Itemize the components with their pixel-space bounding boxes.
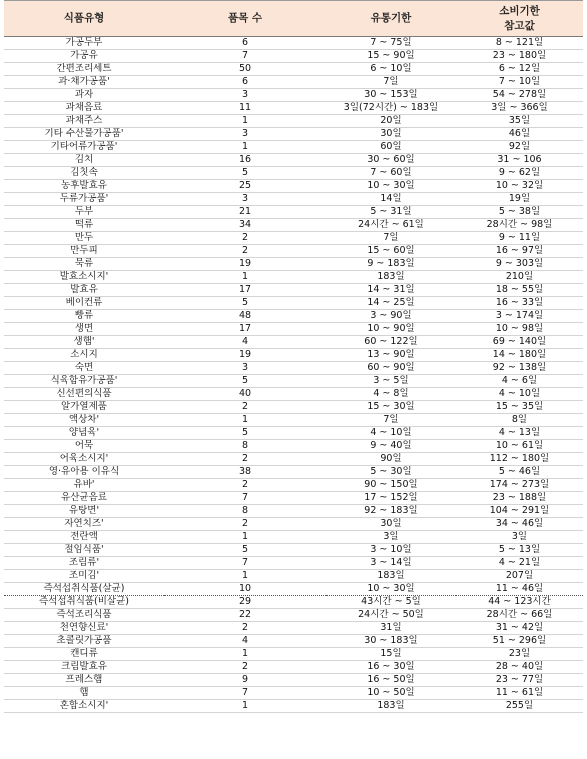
cell-consumption-reference: 9 ~ 11일: [456, 232, 583, 245]
cell-food-type: 만두피: [4, 245, 164, 258]
table-row: [4, 167, 583, 180]
cell-item-count: 2: [164, 479, 326, 492]
cell-expiry-date: 4 ~ 8일: [326, 388, 456, 401]
cell-expiry-date: 90 ~ 150일: [326, 479, 456, 492]
cell-item-count: 10: [164, 583, 326, 596]
cell-consumption-reference: 174 ~ 273일: [456, 479, 583, 492]
cell-item-count: 2: [164, 232, 326, 245]
cell-expiry-date: 24시간 ~ 61일: [326, 219, 456, 232]
cell-expiry-date: 15 ~ 90일: [326, 50, 456, 63]
table-row: [4, 518, 583, 531]
cell-food-type: 절임식품': [4, 544, 164, 557]
table-row: [4, 310, 583, 323]
cell-consumption-reference: 23 ~ 188일: [456, 492, 583, 505]
cell-item-count: 1: [164, 115, 326, 128]
table-row: [4, 362, 583, 375]
cell-consumption-reference: 3일 ~ 366일: [456, 102, 583, 115]
table-row: [4, 336, 583, 349]
cell-expiry-date: 14 ~ 31일: [326, 284, 456, 297]
cell-consumption-reference: 6 ~ 12일: [456, 63, 583, 76]
table-row: [4, 596, 583, 609]
cell-food-type: 알가열제품: [4, 401, 164, 414]
cell-expiry-date: 9 ~ 40일: [326, 440, 456, 453]
cell-item-count: 4: [164, 635, 326, 648]
cell-item-count: 1: [164, 700, 326, 713]
cell-item-count: 6: [164, 76, 326, 89]
cell-food-type: 양념육': [4, 427, 164, 440]
table-row: [4, 648, 583, 661]
table-row: [4, 258, 583, 271]
table-row: [4, 635, 583, 648]
cell-expiry-date: 10 ~ 90일: [326, 323, 456, 336]
cell-food-type: 농후발효유: [4, 180, 164, 193]
cell-food-type: 가공유: [4, 50, 164, 63]
table-row: [4, 232, 583, 245]
cell-food-type: 유탕면': [4, 505, 164, 518]
cell-food-type: 빵류: [4, 310, 164, 323]
table-row: [4, 492, 583, 505]
cell-expiry-date: 15 ~ 30일: [326, 401, 456, 414]
cell-item-count: 8: [164, 440, 326, 453]
cell-expiry-date: 4 ~ 10일: [326, 427, 456, 440]
table-row: [4, 531, 583, 544]
cell-food-type: 초콜릿가공품: [4, 635, 164, 648]
table-row: [4, 206, 583, 219]
header-food-type: 식품유형: [4, 1, 164, 37]
cell-item-count: 22: [164, 609, 326, 622]
table-row: [4, 245, 583, 258]
cell-food-type: 발효소시지': [4, 271, 164, 284]
cell-food-type: 떡류: [4, 219, 164, 232]
cell-expiry-date: 183일: [326, 570, 456, 583]
table-row: [4, 453, 583, 466]
cell-food-type: 혼합소시지': [4, 700, 164, 713]
cell-expiry-date: 3 ~ 14일: [326, 557, 456, 570]
cell-item-count: 6: [164, 37, 326, 50]
cell-item-count: 2: [164, 661, 326, 674]
cell-item-count: 5: [164, 427, 326, 440]
cell-food-type: 유바': [4, 479, 164, 492]
cell-consumption-reference: 5 ~ 13일: [456, 544, 583, 557]
cell-expiry-date: 90일: [326, 453, 456, 466]
cell-food-type: 김칫속: [4, 167, 164, 180]
table-row: [4, 661, 583, 674]
cell-consumption-reference: 16 ~ 33일: [456, 297, 583, 310]
cell-item-count: 16: [164, 154, 326, 167]
cell-food-type: 묵류: [4, 258, 164, 271]
cell-consumption-reference: 3일: [456, 531, 583, 544]
cell-expiry-date: 5 ~ 31일: [326, 206, 456, 219]
cell-item-count: 2: [164, 518, 326, 531]
cell-food-type: 과·채가공품': [4, 76, 164, 89]
cell-consumption-reference: 19일: [456, 193, 583, 206]
cell-food-type: 자연치즈': [4, 518, 164, 531]
cell-food-type: 숙면: [4, 362, 164, 375]
cell-expiry-date: 30 ~ 183일: [326, 635, 456, 648]
table-row: [4, 440, 583, 453]
cell-consumption-reference: 23일: [456, 648, 583, 661]
cell-item-count: 7: [164, 50, 326, 63]
cell-consumption-reference: 4 ~ 13일: [456, 427, 583, 440]
cell-expiry-date: 3 ~ 5일: [326, 375, 456, 388]
cell-expiry-date: 14일: [326, 193, 456, 206]
cell-item-count: 1: [164, 414, 326, 427]
cell-item-count: 3: [164, 128, 326, 141]
cell-expiry-date: 30 ~ 60일: [326, 154, 456, 167]
cell-consumption-reference: 44 ~ 123시간: [456, 596, 583, 609]
cell-consumption-reference: 46일: [456, 128, 583, 141]
table-row: [4, 674, 583, 687]
header-consumption-reference: [456, 1, 583, 37]
cell-expiry-date: 16 ~ 50일: [326, 674, 456, 687]
table-row: [4, 557, 583, 570]
cell-item-count: 7: [164, 492, 326, 505]
cell-expiry-date: 7일: [326, 414, 456, 427]
cell-food-type: 천연향신료': [4, 622, 164, 635]
cell-item-count: 1: [164, 271, 326, 284]
cell-consumption-reference: 3 ~ 174일: [456, 310, 583, 323]
cell-food-type: 식육함유가공품': [4, 375, 164, 388]
cell-expiry-date: 30 ~ 153일: [326, 89, 456, 102]
cell-consumption-reference: 255일: [456, 700, 583, 713]
cell-expiry-date: 15 ~ 60일: [326, 245, 456, 258]
cell-consumption-reference: 28 ~ 40일: [456, 661, 583, 674]
cell-expiry-date: 60일: [326, 141, 456, 154]
cell-item-count: 5: [164, 375, 326, 388]
cell-expiry-date: 31일: [326, 622, 456, 635]
cell-item-count: 3: [164, 362, 326, 375]
cell-item-count: 2: [164, 453, 326, 466]
cell-expiry-date: 10 ~ 30일: [326, 180, 456, 193]
cell-food-type: 즉석조리식품: [4, 609, 164, 622]
cell-consumption-reference: 8 ~ 121일: [456, 37, 583, 50]
table-row: [4, 76, 583, 89]
cell-food-type: 과채주스: [4, 115, 164, 128]
table-row: [4, 63, 583, 76]
cell-item-count: 3: [164, 89, 326, 102]
cell-consumption-reference: 4 ~ 6일: [456, 375, 583, 388]
cell-consumption-reference: 15 ~ 35일: [456, 401, 583, 414]
cell-food-type: 가공두부: [4, 37, 164, 50]
cell-item-count: 38: [164, 466, 326, 479]
table-row: [4, 544, 583, 557]
cell-consumption-reference: 210일: [456, 271, 583, 284]
cell-food-type: 만두: [4, 232, 164, 245]
cell-consumption-reference: 4 ~ 21일: [456, 557, 583, 570]
cell-consumption-reference: 35일: [456, 115, 583, 128]
cell-consumption-reference: 28시간 ~ 98일: [456, 219, 583, 232]
table-row: [4, 193, 583, 206]
cell-food-type: 생면: [4, 323, 164, 336]
cell-food-type: 크림발효유: [4, 661, 164, 674]
header-consumption-line1: 소비기한: [499, 4, 540, 17]
cell-consumption-reference: 69 ~ 140일: [456, 336, 583, 349]
cell-item-count: 8: [164, 505, 326, 518]
table-row: [4, 323, 583, 336]
cell-food-type: 기타어류가공품': [4, 141, 164, 154]
header-consumption-line2: 참고값: [504, 19, 535, 32]
cell-item-count: 5: [164, 544, 326, 557]
cell-food-type: 유산균음료: [4, 492, 164, 505]
table-header: [4, 1, 583, 37]
cell-item-count: 29: [164, 596, 326, 609]
cell-expiry-date: 17 ~ 152일: [326, 492, 456, 505]
cell-food-type: 신선편의식품: [4, 388, 164, 401]
cell-consumption-reference: 16 ~ 97일: [456, 245, 583, 258]
shelf-life-table: [4, 0, 583, 713]
cell-food-type: 김치: [4, 154, 164, 167]
table-row: [4, 284, 583, 297]
cell-item-count: 21: [164, 206, 326, 219]
cell-consumption-reference: 23 ~ 77일: [456, 674, 583, 687]
cell-item-count: 4: [164, 336, 326, 349]
table-row: [4, 89, 583, 102]
table-row: [4, 466, 583, 479]
cell-item-count: 7: [164, 687, 326, 700]
cell-food-type: 어묵: [4, 440, 164, 453]
cell-expiry-date: 16 ~ 30일: [326, 661, 456, 674]
cell-item-count: 3: [164, 193, 326, 206]
cell-food-type: 발효유: [4, 284, 164, 297]
cell-consumption-reference: 10 ~ 98일: [456, 323, 583, 336]
cell-expiry-date: 13 ~ 90일: [326, 349, 456, 362]
cell-item-count: 34: [164, 219, 326, 232]
cell-item-count: 25: [164, 180, 326, 193]
cell-consumption-reference: 207일: [456, 570, 583, 583]
cell-item-count: 7: [164, 557, 326, 570]
cell-expiry-date: 9 ~ 183일: [326, 258, 456, 271]
table-row: [4, 349, 583, 362]
cell-consumption-reference: 9 ~ 303일: [456, 258, 583, 271]
cell-food-type: 조림류': [4, 557, 164, 570]
cell-item-count: 50: [164, 63, 326, 76]
cell-consumption-reference: 28시간 ~ 66일: [456, 609, 583, 622]
cell-expiry-date: 5 ~ 30일: [326, 466, 456, 479]
table-row: [4, 297, 583, 310]
table-row: [4, 414, 583, 427]
cell-consumption-reference: 31 ~ 42일: [456, 622, 583, 635]
cell-food-type: 생햄': [4, 336, 164, 349]
cell-food-type: 캔디류: [4, 648, 164, 661]
cell-expiry-date: 30일: [326, 518, 456, 531]
cell-food-type: 기타 수산물가공품': [4, 128, 164, 141]
cell-item-count: 1: [164, 570, 326, 583]
cell-expiry-date: 3일(72시간) ~ 183일: [326, 102, 456, 115]
table-row: [4, 388, 583, 401]
cell-consumption-reference: 8일: [456, 414, 583, 427]
cell-item-count: 17: [164, 323, 326, 336]
cell-expiry-date: 10 ~ 50일: [326, 687, 456, 700]
cell-expiry-date: 15일: [326, 648, 456, 661]
cell-food-type: 두류가공품': [4, 193, 164, 206]
cell-expiry-date: 3 ~ 10일: [326, 544, 456, 557]
cell-item-count: 5: [164, 297, 326, 310]
cell-consumption-reference: 5 ~ 46일: [456, 466, 583, 479]
cell-consumption-reference: 34 ~ 46일: [456, 518, 583, 531]
cell-food-type: 프레스햄: [4, 674, 164, 687]
cell-consumption-reference: 4 ~ 10일: [456, 388, 583, 401]
cell-food-type: 햄: [4, 687, 164, 700]
cell-item-count: 1: [164, 648, 326, 661]
cell-consumption-reference: 11 ~ 61일: [456, 687, 583, 700]
cell-food-type: 어육소시지': [4, 453, 164, 466]
table-row: [4, 141, 583, 154]
cell-expiry-date: 7 ~ 75일: [326, 37, 456, 50]
cell-expiry-date: 7일: [326, 232, 456, 245]
cell-item-count: 11: [164, 102, 326, 115]
table-body: [4, 37, 583, 713]
cell-expiry-date: 60 ~ 122일: [326, 336, 456, 349]
header-item-count: 품목 수: [164, 1, 326, 37]
cell-item-count: 9: [164, 674, 326, 687]
cell-consumption-reference: 14 ~ 180일: [456, 349, 583, 362]
cell-expiry-date: 183일: [326, 271, 456, 284]
table-row: [4, 37, 583, 50]
cell-consumption-reference: 7 ~ 10일: [456, 76, 583, 89]
cell-consumption-reference: 104 ~ 291일: [456, 505, 583, 518]
cell-item-count: 40: [164, 388, 326, 401]
cell-consumption-reference: 112 ~ 180일: [456, 453, 583, 466]
table-row: [4, 154, 583, 167]
table-row: [4, 115, 583, 128]
cell-expiry-date: 183일: [326, 700, 456, 713]
cell-item-count: 1: [164, 141, 326, 154]
cell-item-count: 2: [164, 245, 326, 258]
cell-expiry-date: 7 ~ 60일: [326, 167, 456, 180]
cell-consumption-reference: 92일: [456, 141, 583, 154]
cell-expiry-date: 92 ~ 183일: [326, 505, 456, 518]
cell-item-count: 17: [164, 284, 326, 297]
header-row: [4, 1, 583, 37]
cell-expiry-date: 3일: [326, 531, 456, 544]
cell-expiry-date: 7일: [326, 76, 456, 89]
cell-food-type: 간편조리세트: [4, 63, 164, 76]
cell-expiry-date: 10 ~ 30일: [326, 583, 456, 596]
cell-consumption-reference: 5 ~ 38일: [456, 206, 583, 219]
table-row: [4, 50, 583, 63]
table-row: [4, 505, 583, 518]
cell-expiry-date: 60 ~ 90일: [326, 362, 456, 375]
cell-food-type: 과채음료: [4, 102, 164, 115]
table-row: [4, 128, 583, 141]
cell-food-type: 영·유아용 이유식: [4, 466, 164, 479]
cell-food-type: 과자: [4, 89, 164, 102]
cell-food-type: 즉석섭취식품(살균): [4, 583, 164, 596]
cell-expiry-date: 20일: [326, 115, 456, 128]
cell-food-type: 베이컨류: [4, 297, 164, 310]
cell-food-type: 액상차': [4, 414, 164, 427]
table-row: [4, 219, 583, 232]
cell-food-type: 전란액: [4, 531, 164, 544]
cell-item-count: 19: [164, 349, 326, 362]
cell-food-type: 조미김': [4, 570, 164, 583]
table-row: [4, 427, 583, 440]
cell-expiry-date: 43시간 ~ 5일: [326, 596, 456, 609]
table-row: [4, 180, 583, 193]
table-row: [4, 687, 583, 700]
cell-item-count: 2: [164, 401, 326, 414]
cell-food-type: 소시지: [4, 349, 164, 362]
cell-consumption-reference: 92 ~ 138일: [456, 362, 583, 375]
cell-item-count: 19: [164, 258, 326, 271]
cell-consumption-reference: 54 ~ 278일: [456, 89, 583, 102]
table-row: [4, 622, 583, 635]
cell-expiry-date: 14 ~ 25일: [326, 297, 456, 310]
table-row: [4, 700, 583, 713]
cell-consumption-reference: 11 ~ 46일: [456, 583, 583, 596]
cell-food-type: 즉석섭취식품(비살균): [4, 596, 164, 609]
cell-consumption-reference: 31 ~ 106: [456, 154, 583, 167]
table-row: [4, 609, 583, 622]
cell-expiry-date: 24시간 ~ 50일: [326, 609, 456, 622]
table-row: [4, 271, 583, 284]
cell-item-count: 1: [164, 531, 326, 544]
cell-expiry-date: 6 ~ 10일: [326, 63, 456, 76]
cell-food-type: 두부: [4, 206, 164, 219]
header-expiry-date: 유통기한: [326, 1, 456, 37]
table-row: [4, 479, 583, 492]
cell-expiry-date: 30일: [326, 128, 456, 141]
table-row: [4, 583, 583, 596]
table-row: [4, 570, 583, 583]
cell-expiry-date: 3 ~ 90일: [326, 310, 456, 323]
cell-consumption-reference: 18 ~ 55일: [456, 284, 583, 297]
cell-item-count: 5: [164, 167, 326, 180]
cell-consumption-reference: 23 ~ 180일: [456, 50, 583, 63]
cell-item-count: 2: [164, 622, 326, 635]
cell-item-count: 48: [164, 310, 326, 323]
table-row: [4, 375, 583, 388]
cell-consumption-reference: 10 ~ 32일: [456, 180, 583, 193]
table-row: [4, 102, 583, 115]
cell-consumption-reference: 9 ~ 62일: [456, 167, 583, 180]
cell-consumption-reference: 51 ~ 296일: [456, 635, 583, 648]
table-row: [4, 401, 583, 414]
cell-consumption-reference: 10 ~ 61일: [456, 440, 583, 453]
